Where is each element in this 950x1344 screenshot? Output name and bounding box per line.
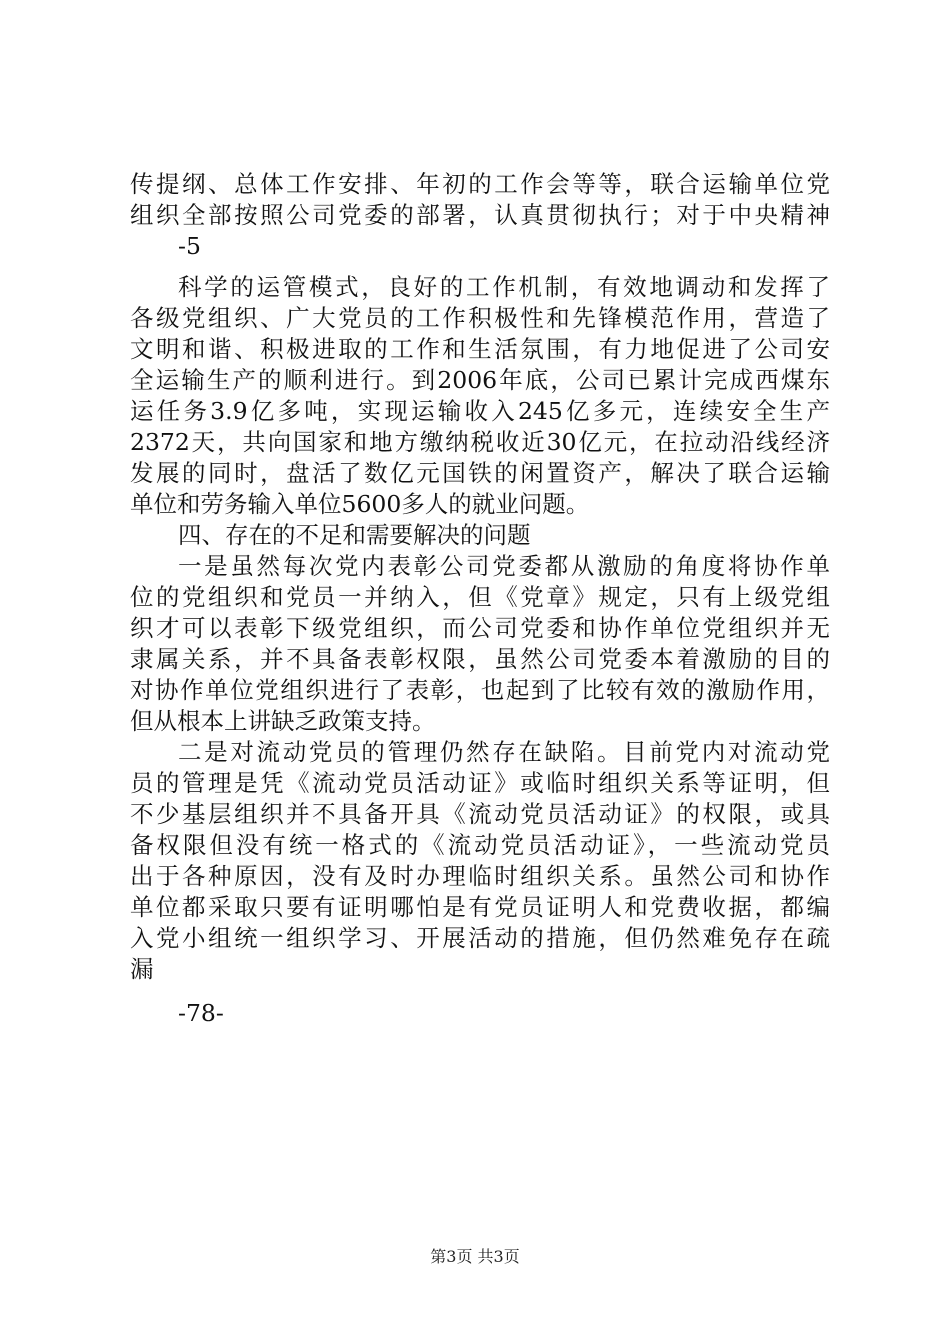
page-footer: 第3页 共3页	[430, 1247, 520, 1266]
text-line: 单位和劳务输入单位5600多人的就业问题。	[130, 490, 590, 518]
text-line: 文明和谐、积极进取的工作和生活氛围，有力地促进了公司安	[130, 335, 830, 363]
text-line: 漏	[130, 955, 154, 983]
text-line: 但从根本上讲缺乏政策支持。	[130, 707, 436, 735]
text-line: 不少基层组织并不具备开具《流动党员活动证》的权限，或具	[130, 800, 830, 828]
text-line: 组织全部按照公司党委的部署，认真贯彻执行；对于中央精神	[130, 201, 830, 229]
text-line: 单位都采取只要有证明哪怕是有党员证明人和党费收据，都编	[130, 893, 830, 921]
text-line: 员的管理是凭《流动党员活动证》或临时组织关系等证明，但	[130, 769, 830, 797]
text-line: 发展的同时，盘活了数亿元国铁的闲置资产，解决了联合运输	[130, 459, 830, 487]
text-line: 运任务3.9亿多吨，实现运输收入245亿多元，连续安全生产	[130, 397, 830, 425]
text-line: 备权限但没有统一格式的《流动党员活动证》，一些流动党员	[130, 831, 830, 859]
text-line: 出于各种原因，没有及时办理临时组织关系。虽然公司和协作	[130, 862, 830, 890]
text-line: 科学的运管模式，良好的工作机制，有效地调动和发挥了	[178, 273, 830, 301]
text-line: 位的党组织和党员一并纳入，但《党章》规定，只有上级党组	[130, 583, 830, 611]
text-line: 入党小组统一组织学习、开展活动的措施，但仍然难免存在疏	[130, 924, 830, 952]
text-line: 隶属关系，并不具备表彰权限，虽然公司党委本着激励的目的	[130, 645, 830, 673]
text-line: -78-	[178, 999, 224, 1027]
text-line: 传提纲、总体工作安排、年初的工作会等等，联合运输单位党	[130, 170, 830, 198]
text-line: 二是对流动党员的管理仍然存在缺陷。目前党内对流动党	[178, 738, 830, 766]
text-line: -5	[178, 232, 201, 260]
text-line: 全运输生产的顺利进行。到2006年底，公司已累计完成西煤东	[130, 366, 830, 394]
text-line: 一是虽然每次党内表彰公司党委都从激励的角度将协作单	[178, 552, 830, 580]
text-line: 四、存在的不足和需要解决的问题	[178, 521, 531, 549]
text-line: 各级党组织、广大党员的工作积极性和先锋模范作用，营造了	[130, 304, 830, 332]
text-line: 织才可以表彰下级党组织，而公司党委和协作单位党组织并无	[130, 614, 830, 642]
text-line: 对协作单位党组织进行了表彰，也起到了比较有效的激励作用，	[130, 676, 830, 704]
text-line: 2372天，共向国家和地方缴纳税收近30亿元，在拉动沿线经济	[130, 428, 830, 456]
